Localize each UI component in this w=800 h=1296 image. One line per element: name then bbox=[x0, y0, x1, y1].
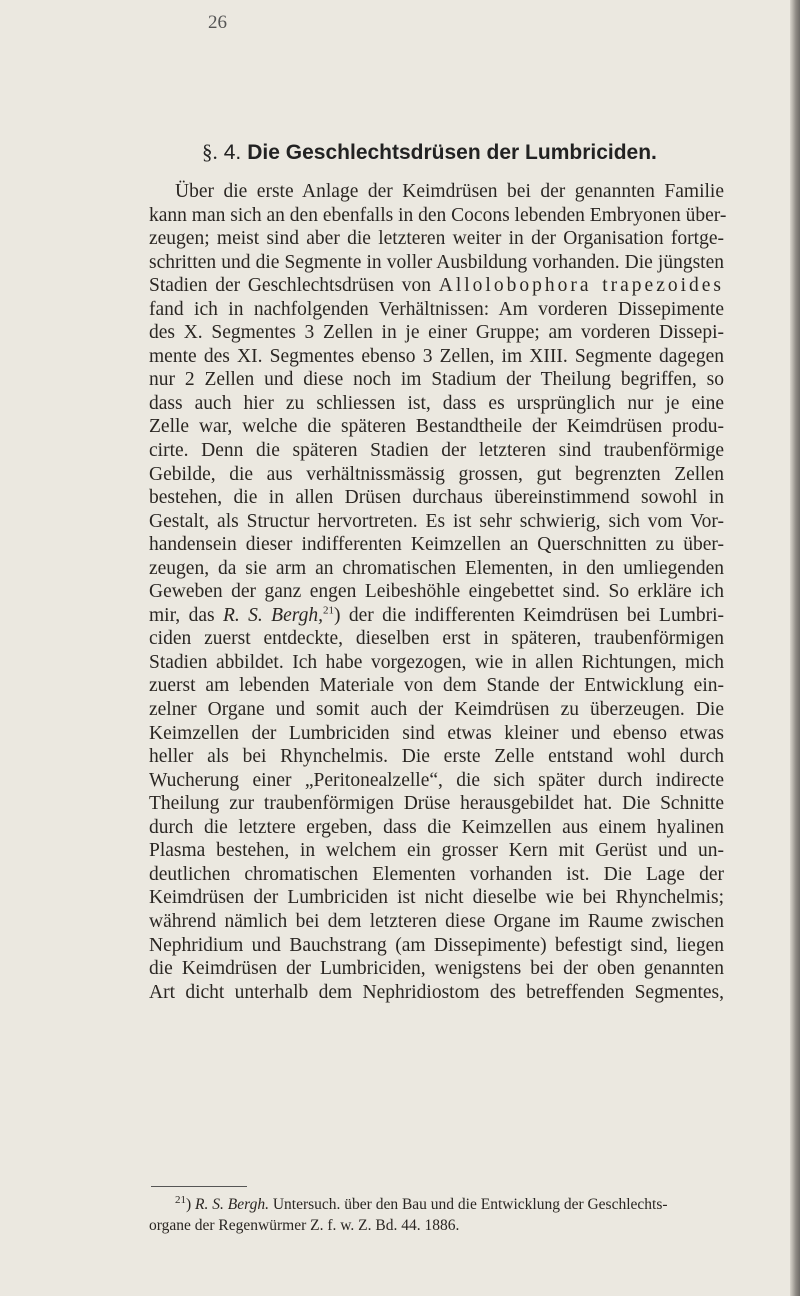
section-symbol: §. bbox=[202, 140, 218, 164]
text-line: Geweben der ganz engen Leibeshöhle eingebettet sind. So erkläre ich bbox=[149, 581, 724, 603]
footnote-divider bbox=[151, 1186, 247, 1187]
section-heading bbox=[202, 140, 722, 165]
text-line: Theilung zur traubenförmigen Drüse herausgebildet hat. Die Schnitte bbox=[149, 793, 724, 815]
footnote-author: R. S. Bergh. bbox=[195, 1196, 269, 1213]
text-line: Plasma bestehen, in welchem ein grosser Kern mit Gerüst und un- bbox=[149, 840, 724, 862]
text-line: des X. Segmentes 3 Zellen in je einer Gruppe; am vorderen Dissepi- bbox=[149, 322, 724, 344]
text-line: ciden zuerst entdeckte, dieselben erst in späteren, traubenförmigen bbox=[149, 628, 724, 650]
text-line: deutlichen chromatischen Elementen vorhanden ist. Die Lage der bbox=[149, 863, 724, 885]
text-line: Gebilde, die aus verhältnissmässig grossen, gut begrenzten Zellen bbox=[149, 463, 724, 485]
text-line: Keimdrüsen der Lumbriciden ist nicht dieselbe wie bei Rhynchelmis; bbox=[149, 887, 724, 909]
text-line: bestehen, die in allen Drüsen durchaus übereinstimmend sowohl in bbox=[149, 487, 724, 509]
text-line: Stadien abbildet. Ich habe vorgezogen, wie in allen Richtungen, mich bbox=[149, 651, 724, 673]
page-number: 26 bbox=[208, 12, 227, 33]
footnote-marker: 21 bbox=[175, 1193, 186, 1206]
text-line: cirte. Denn die späteren Stadien der letzteren sind traubenförmige bbox=[149, 440, 724, 462]
footnote bbox=[149, 1194, 724, 1236]
text-line: heller als bei Rhynchelmis. Die erste Zelle entstand wohl durch bbox=[149, 746, 724, 768]
text-line-citation: mir, das R. S. Bergh,$^{21}$) der die indifferenten Keimdrüsen bei Lumbri- bbox=[149, 604, 725, 626]
text-line: Über die erste Anlage der Keimdrüsen bei der genannten Familie bbox=[175, 181, 724, 202]
footnote-line: organe der Regenwürmer Z. f. w. Z. Bd. 44. 1886. bbox=[149, 1217, 460, 1234]
species-name: Allolobophora trapezoides bbox=[438, 275, 725, 297]
text-line: fand ich in nachfolgenden Verhältnissen: Am vorderen Dissepimente bbox=[149, 298, 724, 320]
text-line: dass auch hier zu schliessen ist, dass es ursprünglich nur je eine bbox=[149, 392, 724, 414]
text-line: handensein dieser indifferenten Keimzellen an Querschnitten zu über- bbox=[149, 534, 724, 556]
author-citation: R. S. Bergh, bbox=[222, 604, 323, 626]
text-line: schritten und die Segmente in voller Ausbildung vorhanden. Die jüngsten bbox=[149, 251, 724, 273]
footnote-line: $^{21}$) R. S. Bergh. Untersuch. über den Bau und die Entwicklung der Geschlechts- bbox=[175, 1193, 668, 1213]
text-line: mente des XI. Segmentes ebenso 3 Zellen, im XIII. Segmente dagegen bbox=[149, 345, 724, 367]
text-line-species: Stadien der Geschlechtsdrüsen von Allolobophora trapezoides bbox=[149, 275, 725, 297]
text-line: die Keimdrüsen der Lumbriciden, wenigstens bei der oben genannten bbox=[149, 958, 724, 980]
text-line: während nämlich bei dem letzteren diese Organe im Raume zwischen bbox=[149, 910, 724, 932]
text-line: Wucherung einer „Peritonealzelle“, die sich später durch indirecte bbox=[149, 769, 724, 791]
text-line: Gestalt, als Structur hervortreten. Es ist sehr schwierig, sich vom Vor- bbox=[149, 510, 724, 532]
text-line: Keimzellen der Lumbriciden sind etwas kleiner und ebenso etwas bbox=[149, 722, 724, 744]
section-title: Die Geschlechtsdrüsen der Lumbriciden. bbox=[247, 141, 657, 164]
footnote-reference[interactable]: 21 bbox=[322, 604, 334, 617]
text-line: zeugen; meist sind aber die letzteren weiter in der Organisation fortge- bbox=[149, 228, 724, 250]
text-line: nur 2 Zellen und diese noch im Stadium der Theilung begriffen, so bbox=[149, 369, 724, 391]
text-line: Art dicht unterhalb dem Nephridiostom des betreffenden Segmentes, bbox=[149, 981, 724, 1003]
text-line: durch die letztere ergeben, dass die Keimzellen aus einem hyalinen bbox=[149, 816, 724, 838]
text-line: zelner Organe und somit auch der Keimdrüsen zu überzeugen. Die bbox=[149, 699, 724, 721]
section-number: 4. bbox=[223, 141, 242, 164]
text-line: Nephridium und Bauchstrang (am Dissepimente) befestigt sind, liegen bbox=[149, 934, 724, 956]
text-line: zuerst am lebenden Materiale von dem Stande der Entwicklung ein- bbox=[149, 675, 724, 697]
text-line: kann man sich an den ebenfalls in den Cocons lebenden Embryonen über- bbox=[149, 204, 727, 226]
body-paragraph bbox=[149, 180, 727, 1004]
text-line: Zelle war, welche die späteren Bestandtheile der Keimdrüsen produ- bbox=[149, 416, 724, 438]
page-edge-shadow bbox=[790, 0, 800, 1296]
text-line: zeugen, da sie arm an chromatischen Elementen, in den umliegenden bbox=[149, 557, 724, 579]
